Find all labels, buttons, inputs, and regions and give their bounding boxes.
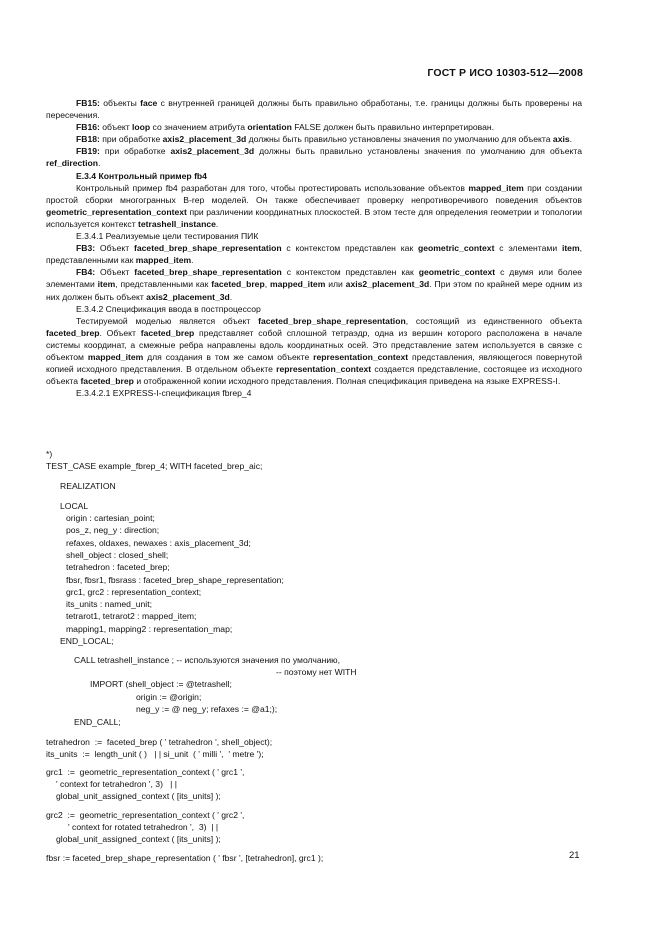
paragraph: FB16: объект loop со значением атрибута orientation FALSE должен быть правильно интерпретирован.	[76, 122, 495, 133]
code-line: grc2 := geometric_representation_context ( ' grc2 ',	[46, 810, 245, 820]
code-line: fbsr, fbsr1, fbsrass : faceted_brep_shape_representation;	[66, 575, 284, 585]
document-body	[46, 97, 582, 399]
code-line: CALL tetrashell_instance ; -- используются значения по умолчанию,	[74, 655, 341, 665]
code-line: tetrarot1, tetrarot2 : mapped_item;	[66, 611, 197, 621]
code-line: its_units := length_unit ( ) | | si_unit ( ' milli ', ' metre ');	[46, 749, 264, 759]
code-line: tetrahedron : faceted_brep;	[66, 562, 170, 572]
paragraph: Тестируемой моделью является объект faceted_brep_shape_representation, состоящий из единственного объекта faceted_brep. Объект faceted_brep представляет собой сплошной тетраэдр, одна из вершин которого расположена в начале системы координат, а смежные ребра направлены вдоль координатных осей. Это представление затем используется в связке с объектом mapped_item для создания в том же самом объекте representation_context представления, являющегося повернутой копией исходного представления. В отдельном объекте representation_context создается представление, состоящее из исходного объекта faceted_brep и отображенной копии исходного представления. Полная спецификация приведена на языке EXPRESS-I.	[46, 315, 583, 387]
code-line: origin := @origin;	[136, 692, 202, 702]
subsection-heading: E.3.4.2 Спецификация ввода в постпроцессор	[76, 303, 261, 314]
document-header: ГОСТ Р ИСО 10303-512—2008	[427, 67, 583, 79]
code-line: neg_y := @ neg_y; refaxes := @a1;);	[136, 704, 278, 714]
code-line: ' context for tetrahedron ', 3) | |	[56, 779, 177, 789]
code-line: END_CALL;	[74, 717, 121, 727]
code-line: IMPORT (shell_object := @tetrashell;	[90, 679, 232, 689]
code-line: grc1 := geometric_representation_context ( ' grc1 ',	[46, 767, 245, 777]
subsection-heading: E.3.4.2.1 EXPRESS-I-спецификация fbrep_4	[76, 388, 252, 399]
paragraph: FB19: при обработке axis2_placement_3d должны быть правильно установлены значения по умолчанию для объекта ref_direction.	[46, 146, 582, 169]
code-line: -- поэтому нет WITH	[276, 667, 357, 677]
code-line: REALIZATION	[60, 481, 116, 491]
paragraph: Контрольный пример fb4 разработан для того, чтобы протестировать использование объектов mapped_item при создании простой сборки многогранных B-rep моделей. Он также обеспечивает проверку непротиворечивого поведения объектов geometric_representation_context при различении координатных плоскостей. В этом тесте для определения геометрии и топологии используется контекст tetrashell_instance.	[46, 182, 582, 229]
code-line: origin : cartesian_point;	[66, 513, 155, 523]
code-line: refaxes, oldaxes, newaxes : axis_placement_3d;	[66, 538, 251, 548]
paragraph: FB3: Объект faceted_brep_shape_representation с контекстом представлен как geometric_context с элементами item, представленными как mapped_item.	[46, 243, 582, 266]
code-line: global_unit_assigned_context ( [its_units] );	[56, 834, 221, 844]
code-line: ' context for rotated tetrahedron ', 3) | |	[68, 822, 219, 832]
page-number: 21	[569, 850, 580, 861]
code-line: its_units : named_unit;	[66, 599, 152, 609]
paragraph: FB4: Объект faceted_brep_shape_representation с контекстом представлен как geometric_context с двумя или более элементами item, представленными как faceted_brep, mapped_item или axis2_placement_3d. При этом по крайней мере одним из них должен быть объект axis2_placement_3d.	[46, 267, 583, 302]
code-line: global_unit_assigned_context ( [its_units] );	[56, 791, 221, 801]
code-line: fbsr := faceted_brep_shape_representation ( ' fbsr ', [tetrahedron], grc1 );	[46, 853, 324, 863]
paragraph: FB18: при обработке axis2_placement_3d должны быть правильно установлены значения по умолчанию для объекта axis.	[76, 134, 573, 145]
paragraph: FB15: объекты face с внутренней границей должны быть правильно обработаны, т.е. границы должны быть проверены на пересечения.	[46, 98, 582, 121]
code-line: *)	[46, 449, 53, 459]
code-line: mapping1, mapping2 : representation_map;	[66, 624, 233, 634]
code-line: END_LOCAL;	[60, 636, 114, 646]
subsection-heading: E.3.4.1 Реализуемые цели тестирования ПИК	[76, 231, 259, 242]
code-line: pos_z, neg_y : direction;	[66, 525, 160, 535]
code-line: TEST_CASE example_fbrep_4; WITH faceted_brep_aic;	[46, 461, 263, 471]
code-line: grc1, grc2 : representation_context;	[66, 587, 202, 597]
code-line: shell_object : closed_shell;	[66, 550, 169, 560]
section-heading: E.3.4 Контрольный пример fb4	[76, 170, 207, 181]
code-line: LOCAL	[60, 501, 89, 511]
code-line: tetrahedron := faceted_brep ( ' tetrahedron ', shell_object);	[46, 737, 273, 747]
